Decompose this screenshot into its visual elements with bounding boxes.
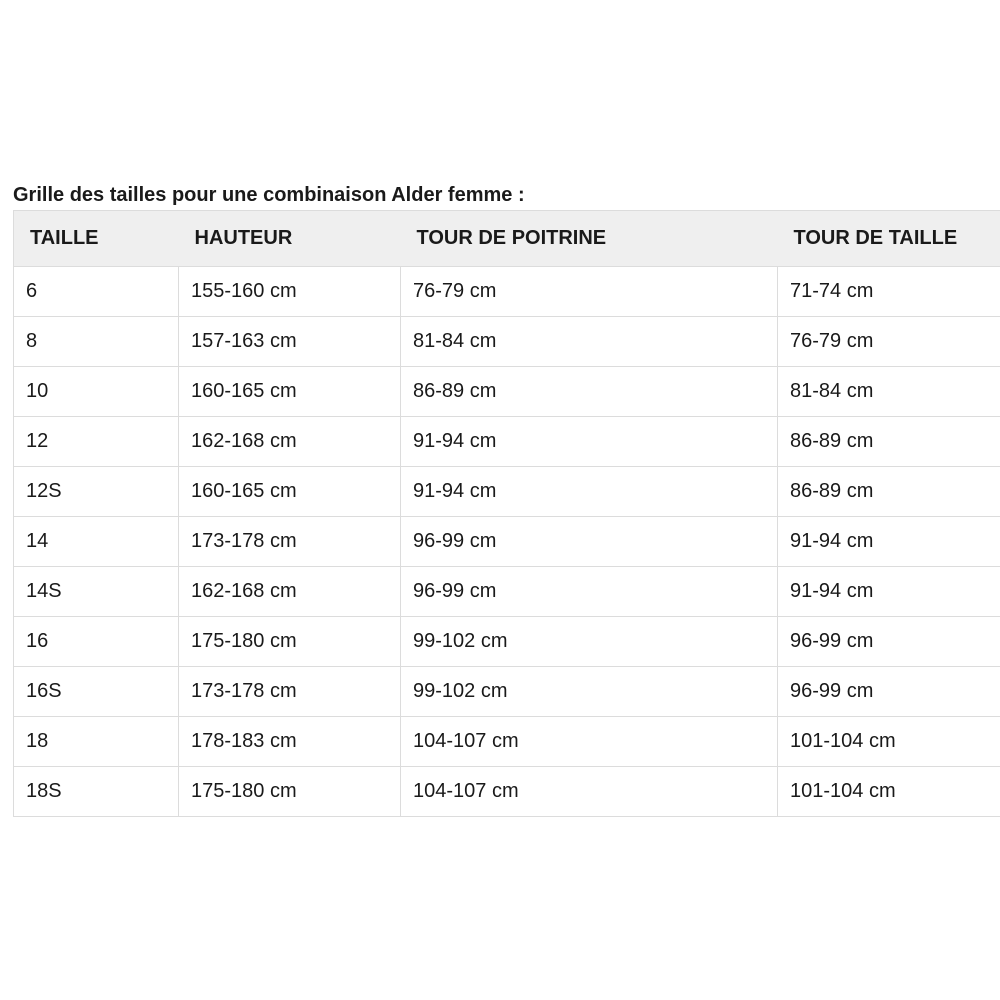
cell-tour-de-taille: 76-79 cm bbox=[778, 317, 1000, 367]
cell-hauteur: 160-165 cm bbox=[179, 367, 401, 417]
cell-tour-de-taille: 86-89 cm bbox=[778, 417, 1000, 467]
cell-hauteur: 173-178 cm bbox=[179, 667, 401, 717]
table-header-row bbox=[14, 211, 1000, 267]
cell-taille: 14 bbox=[14, 517, 179, 567]
cell-hauteur: 175-180 cm bbox=[179, 767, 401, 817]
table-row bbox=[14, 717, 1000, 767]
table-row bbox=[14, 667, 1000, 717]
column-header-taille: TAILLE bbox=[14, 211, 179, 267]
cell-hauteur: 173-178 cm bbox=[179, 517, 401, 567]
table-row bbox=[14, 567, 1000, 617]
cell-tour-de-poitrine: 81-84 cm bbox=[401, 317, 778, 367]
cell-taille: 12 bbox=[14, 417, 179, 467]
cell-tour-de-poitrine: 91-94 cm bbox=[401, 417, 778, 467]
table-row bbox=[14, 367, 1000, 417]
cell-tour-de-taille: 86-89 cm bbox=[778, 467, 1000, 517]
table-row bbox=[14, 417, 1000, 467]
column-header-tour-de-poitrine: TOUR DE POITRINE bbox=[401, 211, 778, 267]
cell-tour-de-poitrine: 104-107 cm bbox=[401, 767, 778, 817]
cell-hauteur: 160-165 cm bbox=[179, 467, 401, 517]
cell-hauteur: 178-183 cm bbox=[179, 717, 401, 767]
page-title: Grille des tailles pour une combinaison Alder femme : bbox=[13, 184, 525, 206]
cell-tour-de-poitrine: 76-79 cm bbox=[401, 267, 778, 317]
cell-tour-de-poitrine: 104-107 cm bbox=[401, 717, 778, 767]
cell-tour-de-poitrine: 91-94 cm bbox=[401, 467, 778, 517]
table-row bbox=[14, 767, 1000, 817]
cell-taille: 8 bbox=[14, 317, 179, 367]
cell-taille: 12S bbox=[14, 467, 179, 517]
cell-tour-de-poitrine: 99-102 cm bbox=[401, 617, 778, 667]
table-row bbox=[14, 317, 1000, 367]
column-header-hauteur: HAUTEUR bbox=[179, 211, 401, 267]
cell-tour-de-taille: 101-104 cm bbox=[778, 767, 1000, 817]
cell-taille: 18S bbox=[14, 767, 179, 817]
table-body bbox=[14, 267, 1000, 817]
cell-hauteur: 175-180 cm bbox=[179, 617, 401, 667]
cell-taille: 6 bbox=[14, 267, 179, 317]
cell-hauteur: 157-163 cm bbox=[179, 317, 401, 367]
cell-taille: 10 bbox=[14, 367, 179, 417]
cell-tour-de-taille: 81-84 cm bbox=[778, 367, 1000, 417]
table-row bbox=[14, 267, 1000, 317]
cell-tour-de-poitrine: 99-102 cm bbox=[401, 667, 778, 717]
cell-tour-de-taille: 96-99 cm bbox=[778, 667, 1000, 717]
cell-tour-de-poitrine: 96-99 cm bbox=[401, 567, 778, 617]
column-header-tour-de-taille: TOUR DE TAILLE bbox=[778, 211, 1000, 267]
cell-taille: 18 bbox=[14, 717, 179, 767]
cell-tour-de-taille: 91-94 cm bbox=[778, 517, 1000, 567]
cell-tour-de-poitrine: 86-89 cm bbox=[401, 367, 778, 417]
table-row bbox=[14, 617, 1000, 667]
cell-tour-de-poitrine: 96-99 cm bbox=[401, 517, 778, 567]
cell-tour-de-taille: 96-99 cm bbox=[778, 617, 1000, 667]
cell-tour-de-taille: 91-94 cm bbox=[778, 567, 1000, 617]
cell-hauteur: 155-160 cm bbox=[179, 267, 401, 317]
cell-taille: 14S bbox=[14, 567, 179, 617]
cell-hauteur: 162-168 cm bbox=[179, 417, 401, 467]
cell-taille: 16S bbox=[14, 667, 179, 717]
cell-taille: 16 bbox=[14, 617, 179, 667]
cell-tour-de-taille: 71-74 cm bbox=[778, 267, 1000, 317]
cell-tour-de-taille: 101-104 cm bbox=[778, 717, 1000, 767]
size-chart-table bbox=[13, 210, 1000, 817]
table-row bbox=[14, 467, 1000, 517]
cell-hauteur: 162-168 cm bbox=[179, 567, 401, 617]
table-row bbox=[14, 517, 1000, 567]
